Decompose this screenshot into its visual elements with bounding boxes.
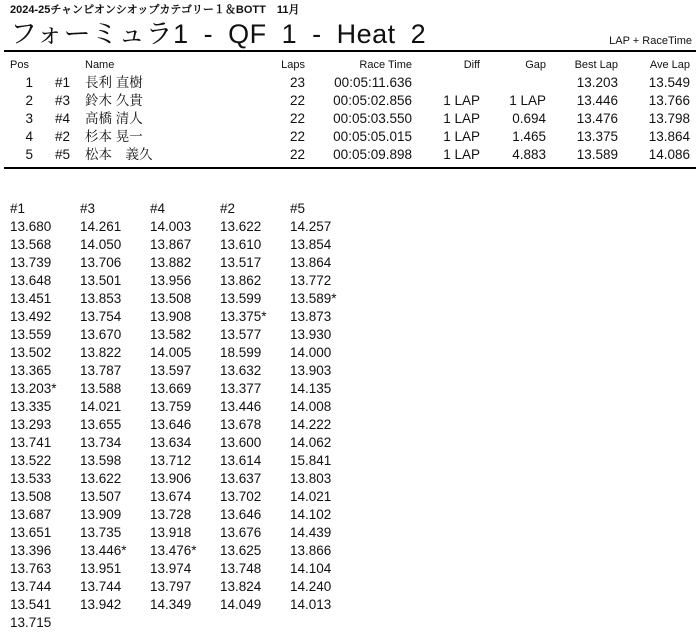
lap-col-header-car5: #5 xyxy=(290,201,306,216)
lap-time-cell: 13.492 xyxy=(10,309,52,324)
lap-chart-body xyxy=(10,218,700,632)
lap-row xyxy=(10,308,700,326)
lap-chart xyxy=(10,200,700,632)
lap-time-cell: 13.824 xyxy=(220,579,262,594)
gap-cell: 1.465 xyxy=(512,129,546,144)
lap-time-cell: 13.335 xyxy=(10,399,52,414)
lap-time-cell: 13.787 xyxy=(80,363,122,378)
driver-name-cell: 松本 義久 xyxy=(85,147,153,162)
lap-time-cell: 14.013 xyxy=(290,597,332,612)
laps-cell: 22 xyxy=(289,93,305,108)
race-time-cell: 00:05:02.856 xyxy=(333,93,412,108)
ave-lap-cell: 13.798 xyxy=(648,111,690,126)
lap-time-cell: 13.446* xyxy=(80,543,127,558)
lap-row xyxy=(10,344,700,362)
lap-time-cell: 13.533 xyxy=(10,471,52,486)
gap-cell: 4.883 xyxy=(512,147,546,162)
lap-time-cell: 13.508 xyxy=(10,489,52,504)
car-number-cell: #4 xyxy=(55,111,71,126)
best-lap-cell: 13.203 xyxy=(576,75,618,90)
ave-lap-cell: 13.864 xyxy=(648,129,690,144)
driver-name-cell: 長利 直樹 xyxy=(85,75,143,90)
lap-time-cell: 13.522 xyxy=(10,453,52,468)
lap-time-cell: 13.507 xyxy=(80,489,122,504)
lap-time-cell: 13.588 xyxy=(80,381,122,396)
lap-time-cell: 13.680 xyxy=(10,219,52,234)
lap-time-cell: 14.008 xyxy=(290,399,332,414)
results-table-header xyxy=(10,59,690,72)
lap-time-cell: 13.903 xyxy=(290,363,332,378)
lap-time-cell: 13.822 xyxy=(80,345,122,360)
diff-cell: 1 LAP xyxy=(443,129,480,144)
lap-time-cell: 13.803 xyxy=(290,471,332,486)
col-header-best-lap: Best Lap xyxy=(574,59,618,71)
lap-time-cell: 13.853 xyxy=(80,291,122,306)
lap-row xyxy=(10,488,700,506)
lap-time-cell: 13.646 xyxy=(220,507,262,522)
lap-time-cell: 13.744 xyxy=(80,579,122,594)
lap-col-header-car2: #2 xyxy=(220,201,236,216)
lap-row xyxy=(10,254,700,272)
lap-time-cell: 14.104 xyxy=(290,561,332,576)
results-table xyxy=(10,59,690,164)
lap-time-cell: 13.541 xyxy=(10,597,52,612)
lap-row xyxy=(10,290,700,308)
lap-row xyxy=(10,452,700,470)
results-row xyxy=(10,74,690,92)
results-table-body xyxy=(10,74,690,164)
lap-row xyxy=(10,434,700,452)
lap-row xyxy=(10,614,700,632)
lap-time-cell: 14.102 xyxy=(290,507,332,522)
header-rule xyxy=(4,50,696,52)
lap-row xyxy=(10,416,700,434)
lap-time-cell: 13.741 xyxy=(10,435,52,450)
diff-cell: 1 LAP xyxy=(443,93,480,108)
lap-time-cell xyxy=(80,614,150,632)
laps-cell: 22 xyxy=(289,147,305,162)
pos-cell: 2 xyxy=(25,93,33,108)
race-time-cell: 00:05:09.898 xyxy=(333,147,412,162)
lap-time-cell: 13.502 xyxy=(10,345,52,360)
car-number-cell: #3 xyxy=(55,93,71,108)
results-rule xyxy=(4,167,696,169)
best-lap-cell: 13.476 xyxy=(576,111,618,126)
lap-time-cell: 13.759 xyxy=(150,399,192,414)
lap-row xyxy=(10,272,700,290)
lap-time-cell: 13.797 xyxy=(150,579,192,594)
lap-time-cell: 13.375* xyxy=(220,309,267,324)
lap-time-cell: 13.610 xyxy=(220,237,262,252)
results-row xyxy=(10,146,690,164)
lap-time-cell: 13.678 xyxy=(220,417,262,432)
lap-time-cell: 13.622 xyxy=(80,471,122,486)
lap-time-cell: 14.135 xyxy=(290,381,332,396)
car-number-cell: #2 xyxy=(55,129,71,144)
championship-meta: 2024-25チャンピオンシオップカテゴリー１＆BOTT 11月 xyxy=(10,4,300,16)
lap-time-cell: 13.501 xyxy=(80,273,122,288)
lap-time-cell: 13.568 xyxy=(10,237,52,252)
lap-time-cell: 13.625 xyxy=(220,543,262,558)
col-header-gap: Gap xyxy=(525,59,546,71)
lap-time-cell: 13.365 xyxy=(10,363,52,378)
lap-time-cell: 14.000 xyxy=(290,345,332,360)
col-header-laps: Laps xyxy=(281,59,305,71)
lap-time-cell: 13.908 xyxy=(150,309,192,324)
race-title: フォーミュラ1 - QF 1 - Heat 2 xyxy=(10,19,427,49)
lap-time-cell: 18.599 xyxy=(220,345,262,360)
diff-cell xyxy=(412,74,480,92)
lap-time-cell: 13.864 xyxy=(290,255,332,270)
lap-time-cell: 13.614 xyxy=(220,453,262,468)
lap-time-cell: 13.597 xyxy=(150,363,192,378)
lap-time-cell xyxy=(220,614,290,632)
lap-time-cell: 13.646 xyxy=(150,417,192,432)
lap-time-cell: 13.632 xyxy=(220,363,262,378)
lap-time-cell xyxy=(150,614,220,632)
lap-time-cell: 13.377 xyxy=(220,381,262,396)
lap-time-cell: 13.634 xyxy=(150,435,192,450)
race-time-cell: 00:05:03.550 xyxy=(333,111,412,126)
lap-time-cell: 13.598 xyxy=(80,453,122,468)
lap-time-cell: 13.702 xyxy=(220,489,262,504)
lap-time-cell: 13.956 xyxy=(150,273,192,288)
lap-time-cell: 13.882 xyxy=(150,255,192,270)
lap-row xyxy=(10,326,700,344)
lap-time-cell: 13.772 xyxy=(290,273,332,288)
lap-time-cell: 14.257 xyxy=(290,219,332,234)
lap-row xyxy=(10,398,700,416)
lap-time-cell: 13.744 xyxy=(10,579,52,594)
diff-cell: 1 LAP xyxy=(443,111,480,126)
lap-time-cell: 13.508 xyxy=(150,291,192,306)
car-number-cell: #1 xyxy=(55,75,71,90)
ave-lap-cell: 13.549 xyxy=(648,75,690,90)
lap-time-cell: 13.600 xyxy=(220,435,262,450)
laps-cell: 22 xyxy=(289,129,305,144)
lap-row xyxy=(10,236,700,254)
lap-col-header-car3: #3 xyxy=(80,201,96,216)
lap-time-cell: 13.203* xyxy=(10,381,57,396)
lap-time-cell: 13.648 xyxy=(10,273,52,288)
lap-time-cell: 13.670 xyxy=(80,327,122,342)
lap-row xyxy=(10,542,700,560)
lap-time-cell: 13.867 xyxy=(150,237,192,252)
lap-time-cell: 13.918 xyxy=(150,525,192,540)
lap-time-cell: 13.396 xyxy=(10,543,52,558)
timing-mode-label: LAP + RaceTime xyxy=(609,35,692,47)
pos-cell: 1 xyxy=(25,75,33,90)
best-lap-cell: 13.375 xyxy=(576,129,618,144)
lap-row xyxy=(10,218,700,236)
ave-lap-cell: 14.086 xyxy=(648,147,690,162)
lap-time-cell: 13.854 xyxy=(290,237,332,252)
driver-name-cell: 鈴木 久貴 xyxy=(85,93,143,108)
lap-time-cell: 13.734 xyxy=(80,435,122,450)
driver-name-cell: 杉本 晃一 xyxy=(85,129,143,144)
col-header-car xyxy=(33,59,80,72)
lap-time-cell: 13.866 xyxy=(290,543,332,558)
lap-time-cell: 13.622 xyxy=(220,219,262,234)
lap-time-cell: 14.439 xyxy=(290,525,332,540)
lap-time-cell: 13.748 xyxy=(220,561,262,576)
pos-cell: 5 xyxy=(25,147,33,162)
lap-time-cell: 13.446 xyxy=(220,399,262,414)
lap-time-cell: 13.951 xyxy=(80,561,122,576)
lap-time-cell: 14.240 xyxy=(290,579,332,594)
lap-time-cell: 14.349 xyxy=(150,597,192,612)
lap-row xyxy=(10,524,700,542)
lap-time-cell: 13.862 xyxy=(220,273,262,288)
col-header-pos: Pos xyxy=(10,59,29,71)
lap-time-cell: 13.582 xyxy=(150,327,192,342)
lap-time-cell: 13.674 xyxy=(150,489,192,504)
lap-row xyxy=(10,362,700,380)
lap-time-cell: 13.906 xyxy=(150,471,192,486)
col-header-name: Name xyxy=(85,59,115,71)
gap-cell xyxy=(480,74,546,92)
laps-cell: 22 xyxy=(289,111,305,126)
lap-time-cell: 13.637 xyxy=(220,471,262,486)
diff-cell: 1 LAP xyxy=(443,147,480,162)
title-bar xyxy=(10,17,692,50)
results-row xyxy=(10,128,690,146)
race-time-cell: 00:05:05.015 xyxy=(333,129,412,144)
col-header-ave-lap: Ave Lap xyxy=(649,59,690,71)
lap-row xyxy=(10,578,700,596)
lap-row xyxy=(10,380,700,398)
lap-time-cell: 13.577 xyxy=(220,327,262,342)
lap-time-cell: 13.873 xyxy=(290,309,332,324)
lap-time-cell: 13.676 xyxy=(220,525,262,540)
lap-time-cell: 13.739 xyxy=(10,255,52,270)
lap-time-cell: 14.049 xyxy=(220,597,262,612)
ave-lap-cell: 13.766 xyxy=(648,93,690,108)
lap-time-cell: 14.222 xyxy=(290,417,332,432)
lap-time-cell: 13.763 xyxy=(10,561,52,576)
lap-row xyxy=(10,506,700,524)
lap-time-cell: 13.735 xyxy=(80,525,122,540)
lap-time-cell: 13.293 xyxy=(10,417,52,432)
lap-time-cell: 13.517 xyxy=(220,255,262,270)
lap-time-cell: 13.669 xyxy=(150,381,192,396)
car-number-cell: #5 xyxy=(55,147,71,162)
pos-cell: 3 xyxy=(25,111,33,126)
lap-time-cell: 14.003 xyxy=(150,219,192,234)
lap-time-cell: 13.706 xyxy=(80,255,122,270)
col-header-diff: Diff xyxy=(463,59,480,71)
lap-time-cell: 14.021 xyxy=(80,399,122,414)
lap-time-cell: 14.062 xyxy=(290,435,332,450)
results-row xyxy=(10,92,690,110)
col-header-race-time: Race Time xyxy=(359,59,412,71)
lap-time-cell: 14.261 xyxy=(80,219,122,234)
gap-cell: 0.694 xyxy=(512,111,546,126)
lap-time-cell: 13.599 xyxy=(220,291,262,306)
lap-row xyxy=(10,596,700,614)
lap-time-cell: 13.559 xyxy=(10,327,52,342)
lap-time-cell: 15.841 xyxy=(290,453,332,468)
lap-time-cell: 13.754 xyxy=(80,309,122,324)
gap-cell: 1 LAP xyxy=(509,93,546,108)
lap-chart-header xyxy=(10,200,700,218)
results-row xyxy=(10,110,690,128)
lap-time-cell: 13.728 xyxy=(150,507,192,522)
report-header xyxy=(0,0,700,50)
lap-time-cell: 13.589* xyxy=(290,291,337,306)
lap-time-cell: 13.655 xyxy=(80,417,122,432)
best-lap-cell: 13.589 xyxy=(576,147,618,162)
lap-time-cell: 13.451 xyxy=(10,291,52,306)
best-lap-cell: 13.446 xyxy=(576,93,618,108)
lap-time-cell: 13.930 xyxy=(290,327,332,342)
lap-time-cell xyxy=(290,614,360,632)
lap-time-cell: 13.476* xyxy=(150,543,197,558)
lap-time-cell: 14.005 xyxy=(150,345,192,360)
pos-cell: 4 xyxy=(25,129,33,144)
lap-time-cell: 13.651 xyxy=(10,525,52,540)
race-time-cell: 00:05:11.636 xyxy=(334,75,412,90)
lap-col-header-car1: #1 xyxy=(10,201,26,216)
lap-time-cell: 14.021 xyxy=(290,489,332,504)
laps-cell: 23 xyxy=(289,75,305,90)
lap-time-cell: 13.942 xyxy=(80,597,122,612)
lap-time-cell: 13.909 xyxy=(80,507,122,522)
lap-time-cell: 13.715 xyxy=(10,615,52,630)
lap-time-cell: 13.974 xyxy=(150,561,192,576)
lap-row xyxy=(10,560,700,578)
driver-name-cell: 高橋 清人 xyxy=(85,111,143,126)
lap-time-cell: 13.687 xyxy=(10,507,52,522)
lap-col-header-car4: #4 xyxy=(150,201,166,216)
lap-time-cell: 14.050 xyxy=(80,237,122,252)
lap-row xyxy=(10,470,700,488)
lap-time-cell: 13.712 xyxy=(150,453,192,468)
